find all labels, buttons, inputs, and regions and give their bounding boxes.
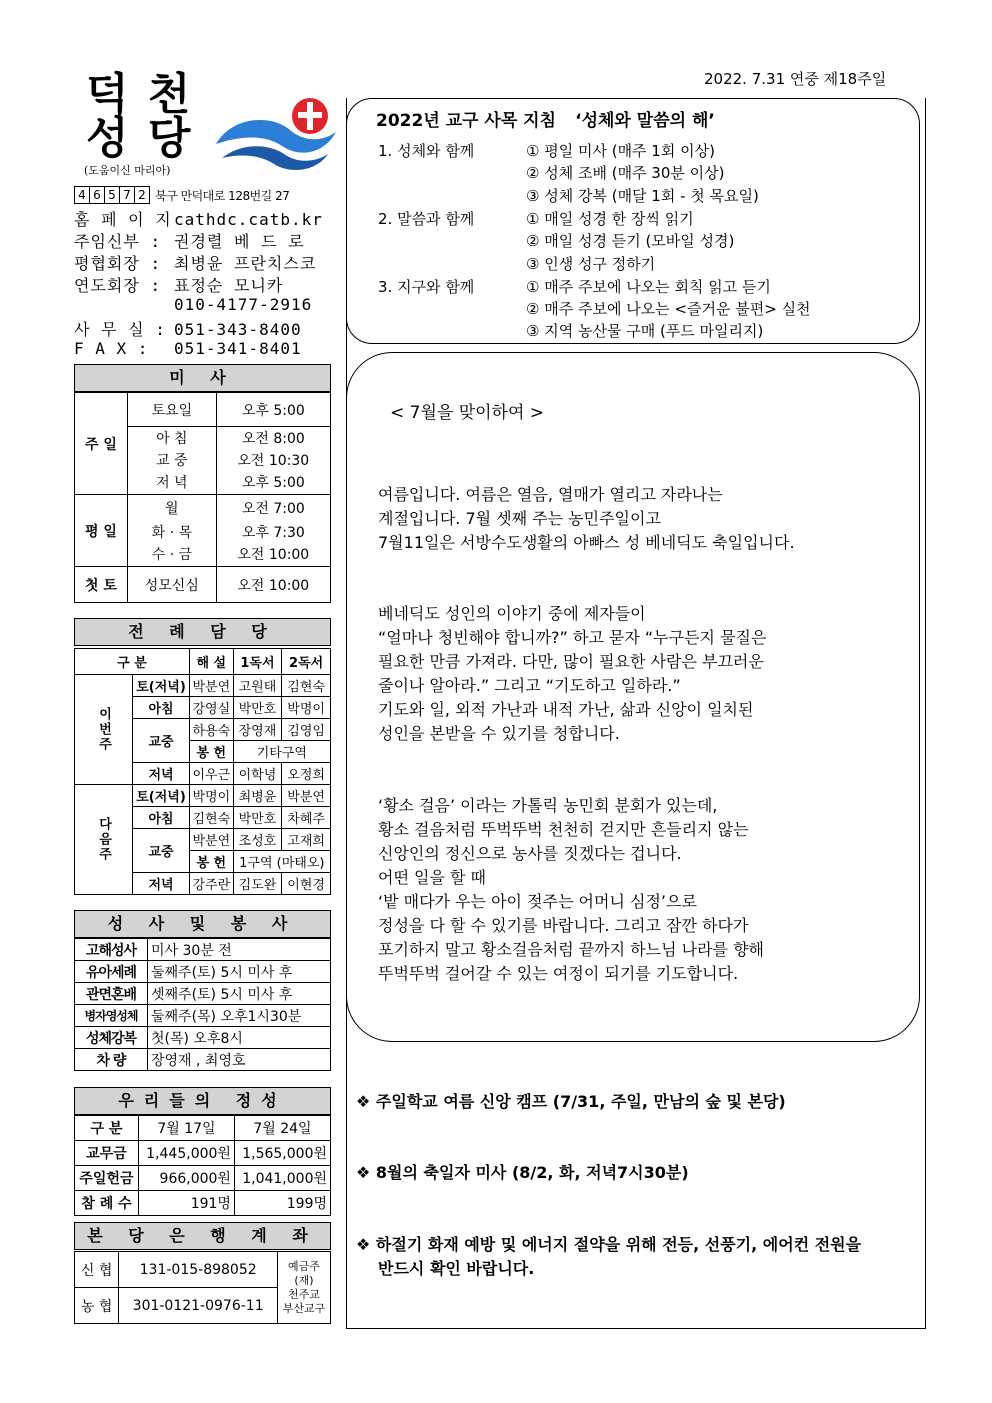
announcement-item — [356, 1233, 861, 1281]
letter-line: 계절입니다. 7월 셋째 주는 농민주일이고 — [378, 509, 661, 528]
offering-value: 1,041,000원 — [234, 1166, 330, 1191]
this-week-label: 이번주 — [75, 675, 133, 785]
announcement-text: 주일학교 여름 신앙 캠프 (7/31, 주일, 만남의 숲 및 본당) — [375, 1092, 786, 1111]
church-logo-icon — [212, 96, 342, 176]
letter-line: 황소 걸음처럼 뚜벅뚜벅 천천히 걷지만 흔들리지 않는 — [378, 820, 749, 839]
liturgy-cell: 박명이 — [282, 697, 331, 719]
mass-time: 오전 8:00 — [216, 427, 330, 449]
postal-address — [74, 186, 289, 204]
liturgy-cell: 박분연 — [282, 785, 331, 807]
offering-table — [74, 1115, 331, 1216]
postal-digit: 4 — [74, 186, 90, 204]
letter-line: 어떤 일을 할 때 — [378, 868, 486, 887]
liturgy-slot: 아침 — [133, 697, 190, 719]
liturgy-cell: 이학녕 — [233, 763, 282, 785]
street-address: 북구 만덕대로 128번길 27 — [155, 188, 290, 203]
church-name-line1: 덕 천 — [86, 69, 193, 120]
guideline-item: ② 매일 성경 듣기 (모바일 성경) — [526, 232, 735, 250]
liturgy-table — [74, 648, 331, 895]
mass-day: 저 녁 — [128, 471, 217, 495]
liturgy-slot: 봉 헌 — [190, 741, 234, 763]
holder-line: 부산교구 — [282, 1301, 326, 1315]
offering-value: 1,445,000원 — [138, 1141, 234, 1166]
mass-header: 미 사 — [74, 364, 331, 392]
announcement-text: 반드시 확인 바랍니다. — [378, 1259, 535, 1278]
contact-council — [74, 251, 316, 274]
next-week-label: 다음주 — [75, 785, 133, 895]
mass-time: 오후 5:00 — [216, 393, 330, 427]
letter-line: 신앙인의 정신으로 농사를 짓겠다는 겁니다. — [378, 844, 682, 863]
announcement-item — [356, 1161, 689, 1185]
liturgy-cell: 박분연 — [190, 829, 234, 851]
sacraments-table — [74, 938, 331, 1071]
offering-row-label: 주일헌금 — [75, 1166, 139, 1191]
bank-account: 301-0121-0976-11 — [119, 1288, 278, 1324]
postal-digit: 6 — [89, 186, 105, 204]
offering-row-label: 교무금 — [75, 1141, 139, 1166]
contact-value: 권경렬 베 드 로 — [174, 232, 305, 251]
offering-col-header: 구 분 — [75, 1116, 139, 1141]
offering-value: 966,000원 — [138, 1166, 234, 1191]
holder-line: 예금주 — [288, 1259, 320, 1273]
announcement-text: 8월의 축일자 미사 (8/2, 화, 저녁7시30분) — [375, 1163, 689, 1182]
letter-line: 필요한 만큼 가져라. 다만, 많이 필요한 사람은 부끄러운 — [378, 652, 764, 671]
mass-time: 오전 10:30 — [216, 449, 330, 471]
sacrament-name: 병자영성체 — [75, 1005, 148, 1027]
postal-digit: 7 — [119, 186, 135, 204]
liturgy-cell: 박분연 — [190, 675, 234, 697]
first-sat-label: 첫 토 — [75, 567, 128, 603]
liturgy-header: 전 례 담 당 — [74, 618, 331, 646]
letter-line: 성인을 본받을 수 있기를 청합니다. — [378, 724, 620, 743]
contact-label: 연도회장 : — [74, 276, 162, 295]
church-name-line2: 성 당 — [86, 113, 193, 164]
liturgy-slot: 교중 — [133, 719, 190, 763]
announcement-item — [356, 1090, 786, 1114]
liturgy-cell: 차혜주 — [282, 807, 331, 829]
sacrament-name: 차 량 — [75, 1049, 148, 1071]
liturgy-slot: 봉 헌 — [190, 851, 234, 873]
sacrament-name: 고해성사 — [75, 939, 148, 961]
guideline-item: ③ 지역 농산물 구매 (푸드 마일리지) — [526, 322, 764, 340]
sacrament-name: 유아세례 — [75, 961, 148, 983]
guideline-item: ② 성체 조배 (매주 30분 이상) — [526, 164, 725, 182]
liturgy-slot: 저녁 — [133, 873, 190, 895]
mass-day: 화 · 목 — [128, 521, 217, 543]
offering-header: 우리들의 정성 — [74, 1087, 331, 1115]
letter-line: 7월11일은 서방수도생활의 아빠스 성 베네딕도 축일입니다. — [378, 533, 795, 552]
contact-value: cathdc.catb.kr — [174, 210, 323, 229]
guideline-item: ③ 인생 성구 정하기 — [526, 255, 656, 273]
letter-line: ‘밭 매다가 우는 아이 젖주는 어머니 심정’으로 — [378, 892, 697, 911]
guideline-group-head: 1. 성체와 함께 — [378, 142, 475, 160]
liturgy-cell: 기타구역 — [233, 741, 330, 763]
guideline-title — [376, 106, 715, 131]
liturgy-cell: 박명이 — [190, 785, 234, 807]
guideline-group-head: 3. 지구와 함께 — [378, 278, 475, 296]
sunday-label: 주 일 — [75, 393, 128, 495]
contact-label: F A X : — [74, 339, 149, 358]
guideline-title-main: ‘성체와 말씀의 해’ — [575, 111, 715, 131]
liturgy-cell: 최병윤 — [233, 785, 282, 807]
mass-day: 수 · 금 — [128, 543, 217, 567]
announcement-text: 하절기 화재 예방 및 에너지 절약을 위해 전등, 선풍기, 에어컨 전원을 — [375, 1235, 862, 1254]
postal-digit: 2 — [134, 186, 150, 204]
liturgy-slot: 아침 — [133, 807, 190, 829]
sacrament-time: 첫(목) 오후8시 — [148, 1027, 331, 1049]
offering-col-header: 7월 17일 — [138, 1116, 234, 1141]
mass-time: 오전 7:00 — [216, 495, 330, 521]
sacrament-time: 미사 30분 전 — [148, 939, 331, 961]
letter-line: “얼마나 청빈해야 합니까?” 하고 묻자 “누구든지 물질은 — [378, 628, 767, 647]
letter-line: 베네딕도 성인의 이야기 중에 제자들이 — [378, 604, 646, 623]
mass-time: 오전 10:00 — [216, 543, 330, 567]
liturgy-slot: 토(저녁) — [133, 785, 190, 807]
liturgy-cell: 김영임 — [282, 719, 331, 741]
mass-day: 아 침 — [128, 427, 217, 449]
letter-line: 줄이나 알아라.” 그리고 “기도하고 일하라.” — [378, 676, 681, 695]
liturgy-cell: 김현숙 — [282, 675, 331, 697]
mass-day: 성모신심 — [128, 567, 217, 603]
contact-label: 사 무 실 : — [74, 320, 166, 339]
contact-yeondo — [74, 273, 283, 296]
liturgy-cell: 김현숙 — [190, 807, 234, 829]
liturgy-cell: 1구역 (마태오) — [233, 851, 330, 873]
mass-time: 오전 10:00 — [216, 567, 330, 603]
liturgy-cell: 박만호 — [233, 697, 282, 719]
contact-value: 051-341-8401 — [174, 339, 302, 358]
liturgy-cell: 이현경 — [282, 873, 331, 895]
letter-line: 정성을 다 할 수 있기를 바랍니다. 그리고 잠깐 하다가 — [378, 916, 749, 935]
bank-name: 농 협 — [75, 1288, 119, 1324]
offering-value: 199명 — [234, 1191, 330, 1216]
bullet-icon: ❖ — [356, 1163, 371, 1182]
postal-digit: 5 — [104, 186, 120, 204]
mass-table — [74, 392, 331, 603]
liturgy-slot: 저녁 — [133, 763, 190, 785]
contact-label: 주임신부 : — [74, 232, 162, 251]
sacrament-time: 둘째주(토) 5시 미사 후 — [148, 961, 331, 983]
weekday-label: 평 일 — [75, 495, 128, 567]
offering-col-header: 7월 24일 — [234, 1116, 330, 1141]
liturgy-cell: 고재희 — [282, 829, 331, 851]
offering-value: 191명 — [138, 1191, 234, 1216]
mass-time: 오후 7:30 — [216, 521, 330, 543]
church-subtitle: (도움이신 마리아) — [84, 164, 171, 177]
contact-phone — [74, 295, 312, 314]
letter-line: 기도와 일, 외적 가난과 내적 가난, 삶과 신앙이 일치된 — [378, 700, 754, 719]
letter-line: 포기하지 말고 황소걸음처럼 끝까지 하느님 나라를 향해 — [378, 940, 765, 959]
liturgy-cell: 강주란 — [190, 873, 234, 895]
issue-date: 2022. 7.31 연중 제18주일 — [704, 70, 887, 88]
contact-office — [74, 317, 302, 340]
contact-value: 051-343-8400 — [174, 320, 302, 339]
mass-day: 토요일 — [128, 393, 217, 427]
letter-title: < 7월을 맞이하여 > — [390, 403, 545, 423]
liturgy-cell: 고원태 — [233, 675, 282, 697]
bank-account: 131-015-898052 — [119, 1252, 278, 1288]
guideline-group-head: 2. 말씀과 함께 — [378, 210, 475, 228]
holder-line: 천주교 — [288, 1287, 320, 1301]
offering-row-label: 참 례 수 — [75, 1191, 139, 1216]
letter-line: ‘황소 걸음’ 이라는 가톨릭 농민회 분회가 있는데, — [378, 796, 718, 815]
liturgy-cell: 강영실 — [190, 697, 234, 719]
mass-time: 오후 5:00 — [216, 471, 330, 495]
account-holder — [278, 1252, 331, 1324]
sacraments-header: 성 사 및 봉 사 — [74, 910, 331, 938]
liturgy-cell: 하용숙 — [190, 719, 234, 741]
bank-header: 본 당 은 행 계 좌 — [74, 1222, 331, 1250]
guideline-item: ③ 성체 강복 (매달 1회 - 첫 목요일) — [526, 187, 759, 205]
sacrament-time: 셋째주(토) 5시 미사 후 — [148, 983, 331, 1005]
bullet-icon: ❖ — [356, 1235, 371, 1254]
liturgy-cell: 박만호 — [233, 807, 282, 829]
liturgy-slot: 토(저녁) — [133, 675, 190, 697]
contact-value: 최병윤 프란치스코 — [174, 254, 317, 273]
liturgy-cell: 장영재 — [233, 719, 282, 741]
guideline-item: ① 평일 미사 (매주 1회 이상) — [526, 142, 715, 160]
liturgy-cell: 조성호 — [233, 829, 282, 851]
mass-day: 월 — [128, 495, 217, 521]
sacrament-time: 둘째주(목) 오후1시30분 — [148, 1005, 331, 1027]
contact-label: 홈 페 이 지 — [74, 210, 172, 229]
liturgy-cell: 이우근 — [190, 763, 234, 785]
liturgy-col-header: 해 설 — [190, 649, 234, 675]
sacrament-time: 장영재 , 최영호 — [148, 1049, 331, 1071]
liturgy-col-header: 2독서 — [282, 649, 331, 675]
offering-value: 1,565,000원 — [234, 1141, 330, 1166]
guideline-item: ② 매주 주보에 나오는 <즐거운 불편> 실천 — [526, 300, 811, 318]
bank-table — [74, 1251, 331, 1324]
contact-label: 평협회장 : — [74, 254, 162, 273]
holder-line: (재) — [294, 1273, 314, 1287]
contact-value: 표정순 모니카 — [174, 276, 284, 295]
liturgy-col-header: 1독서 — [233, 649, 282, 675]
guideline-item: ① 매일 성경 한 장씩 읽기 — [526, 210, 694, 228]
contact-value: 010-4177-2916 — [174, 295, 313, 314]
contact-homepage — [74, 207, 323, 230]
liturgy-col-header: 구 분 — [75, 649, 190, 675]
sacrament-name: 성체강복 — [75, 1027, 148, 1049]
contact-fax — [74, 339, 302, 358]
guideline-title-prefix: 2022년 교구 사목 지침 — [376, 111, 557, 131]
liturgy-cell: 김도완 — [233, 873, 282, 895]
contact-pastor — [74, 229, 305, 252]
letter-line: 뚜벅뚜벅 걸어갈 수 있는 여정이 되기를 기도합니다. — [378, 964, 739, 983]
bank-name: 신 협 — [75, 1252, 119, 1288]
sacrament-name: 관면혼배 — [75, 983, 148, 1005]
guideline-item: ① 매주 주보에 나오는 회칙 읽고 듣기 — [526, 278, 771, 296]
mass-day: 교 중 — [128, 449, 217, 471]
bullet-icon: ❖ — [356, 1092, 371, 1111]
liturgy-cell: 오정희 — [282, 763, 331, 785]
letter-line: 여름입니다. 여름은 열음, 열매가 열리고 자라나는 — [378, 485, 723, 504]
liturgy-slot: 교중 — [133, 829, 190, 873]
